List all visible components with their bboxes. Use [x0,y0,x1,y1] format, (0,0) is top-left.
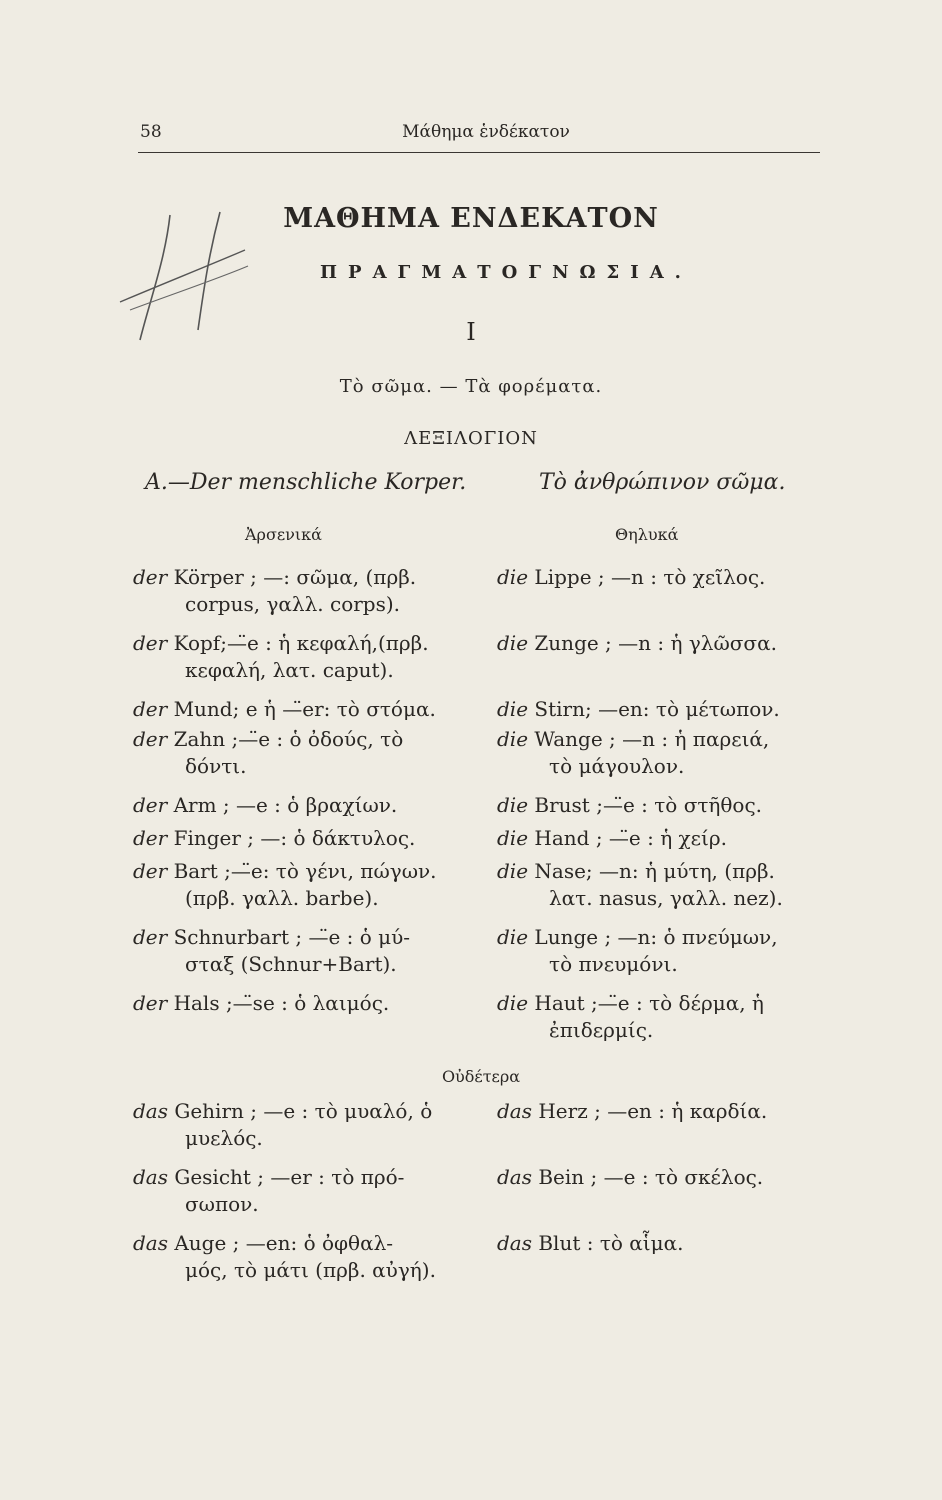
entry-text: Auge ; —en: ὁ ὀφθαλ- [174,1231,394,1255]
entry-text: Kopf;—̈e : ἡ κεφαλή,(πρβ. [173,631,429,655]
lesson-subtitle: ΠΡΑΓΜΑΤΟΓΝΩΣΙΑ. [320,262,692,283]
entry-text: Gehirn ; —e : τὸ μυαλό, ὁ [174,1099,433,1123]
entry-article: die [497,793,535,817]
entry-text: Zunge ; —n : ἡ γλῶσσα. [534,631,777,655]
entry-text: Wange ; —n : ἡ παρειά, [534,727,770,751]
section-a-greek: Τὸ ἀνθρώπινον σῶμα. [539,470,786,495]
entry-line [497,696,780,723]
entry-continuation: λατ. nasus, γαλλ. nez). [549,886,783,910]
entry-continuation: ἐπιδερμίς. [549,1018,654,1042]
entry-article: der [133,631,174,655]
header-rule [138,152,820,153]
dictionary-entry [133,792,397,819]
entry-line [497,990,764,1017]
entry-text: Herz ; —en : ἡ καρδία. [538,1099,768,1123]
entry-line [133,858,437,885]
entry-continuation: σταξ (Schnur+Bart). [185,952,397,976]
masculine-heading: Ἀρσενικά [245,525,322,544]
dictionary-entry [497,990,764,1044]
dictionary-entry [133,630,429,684]
entry-text: Körper ; —: σῶμα, (πρβ. [173,565,417,589]
entry-continuation: μός, τὸ μάτι (πρβ. αὐγή). [185,1258,436,1282]
dictionary-entry [133,825,415,852]
entry-text: Hals ;—̈se : ὁ λαιμός. [173,991,390,1015]
lesson-title: ΜΑΘΗΜΑ ΕΝΔΕΚΑΤΟΝ [283,203,659,234]
entry-line [497,792,762,819]
entry-text: Bein ; —e : τὸ σκέλος. [538,1165,764,1189]
dictionary-entry [133,1098,432,1152]
entry-text: Lunge ; —n: ὁ πνεύμων, [534,925,778,949]
entry-text: Haut ;—̈e : τὸ δέρμα, ἡ [534,991,764,1015]
entry-article: der [133,859,174,883]
entry-article: das [133,1099,175,1123]
topic-heading: Τὸ σῶμα. — Τὰ φορέματα. [339,376,603,397]
entry-line [497,825,727,852]
running-title: Μάθημα ἑνδέκατον [402,122,570,142]
dictionary-entry [497,1164,763,1191]
entry-article: das [497,1165,539,1189]
entry-article: das [497,1231,539,1255]
entry-text: Gesicht ; —er : τὸ πρό- [174,1165,405,1189]
entry-article: die [497,859,535,883]
entry-line [497,858,783,885]
lexicon-heading: ΛΕΞΙΛΟΓΙΟΝ [404,428,538,449]
entry-article: die [497,631,535,655]
entry-line [133,792,397,819]
entry-text: Schnurbart ; —̈e : ὁ μύ- [173,925,411,949]
dictionary-entry [133,858,437,912]
entry-article: der [133,727,174,751]
dictionary-entry [133,1230,436,1284]
entry-line [497,1230,684,1257]
entry-text: Nase; —n: ἡ μύτη, (πρβ. [534,859,775,883]
dictionary-entry [497,726,769,780]
entry-article: die [497,991,535,1015]
dictionary-entry [497,696,780,723]
entry-article: das [133,1165,175,1189]
dictionary-entry [497,1098,767,1125]
entry-article: der [133,697,174,721]
dictionary-entry [133,1164,404,1218]
neuter-heading: Οὐδέτερα [441,1067,521,1086]
entry-continuation: τὸ πνευμόνι. [549,952,678,976]
entry-text: Arm ; —e : ὁ βραχίων. [173,793,398,817]
dictionary-entry [133,924,410,978]
dictionary-entry [497,792,762,819]
entry-article: der [133,991,174,1015]
entry-line [497,630,777,657]
entry-text: Mund; e ἡ —̈er: τὸ στόμα. [173,697,436,721]
entry-article: die [497,826,535,850]
entry-line [497,924,778,951]
dictionary-entry [133,696,436,723]
entry-text: Stirn; —en: τὸ μέτωπον. [534,697,780,721]
dictionary-entry [133,726,403,780]
entry-article: die [497,727,535,751]
entry-continuation: κεφαλή, λατ. caput). [185,658,394,682]
entry-article: die [497,697,535,721]
dictionary-entry [497,825,727,852]
entry-text: Brust ;—̈e : τὸ στῆθος. [534,793,763,817]
section-a-heading [145,470,786,495]
entry-line [497,1098,767,1125]
entry-article: die [497,925,535,949]
entry-text: Blut : τὸ αἷμα. [538,1231,684,1255]
entry-line [133,726,403,753]
entry-continuation: δόντι. [185,754,247,778]
entry-article: der [133,793,174,817]
section-a-german: A.—Der menschliche Korper. [145,470,467,495]
entry-continuation: μυελός. [185,1126,263,1150]
entry-line [133,1230,436,1257]
dictionary-entry [133,990,389,1017]
dictionary-entry [497,564,765,591]
entry-article: das [133,1231,175,1255]
entry-line [133,696,436,723]
entry-line [133,1098,432,1125]
feminine-heading: Θηλυκά [615,525,679,544]
dictionary-entry [497,924,778,978]
entry-text: Bart ;—̈e: τὸ γένι, πώγων. [173,859,437,883]
entry-line [133,924,410,951]
dictionary-entry [133,564,416,618]
entry-line [133,630,429,657]
entry-continuation: (πρβ. γαλλ. barbe). [185,886,379,910]
entry-line [133,990,389,1017]
entry-line [133,825,415,852]
entry-text: Zahn ;—̈e : ὁ ὀδούς, τὸ [173,727,404,751]
entry-continuation: τὸ μάγουλον. [549,754,685,778]
dictionary-entry [497,1230,684,1257]
entry-line [133,564,416,591]
entry-article: der [133,826,174,850]
entry-line [133,1164,404,1191]
entry-line [497,1164,763,1191]
entry-article: die [497,565,535,589]
entry-text: Finger ; —: ὁ δάκτυλος. [173,826,416,850]
entry-article: der [133,925,174,949]
entry-continuation: σωπον. [185,1192,259,1216]
entry-line [497,564,765,591]
entry-article: das [497,1099,539,1123]
section-numeral: I [466,318,476,346]
entry-line [497,726,769,753]
entry-continuation: corpus, γαλλ. corps). [185,592,401,616]
page-number: 58 [140,122,162,142]
entry-article: der [133,565,174,589]
entry-text: Hand ; —̈e : ἡ χείρ. [534,826,727,850]
entry-text: Lippe ; —n : τὸ χεῖλος. [534,565,766,589]
dictionary-entry [497,858,783,912]
dictionary-entry [497,630,777,657]
